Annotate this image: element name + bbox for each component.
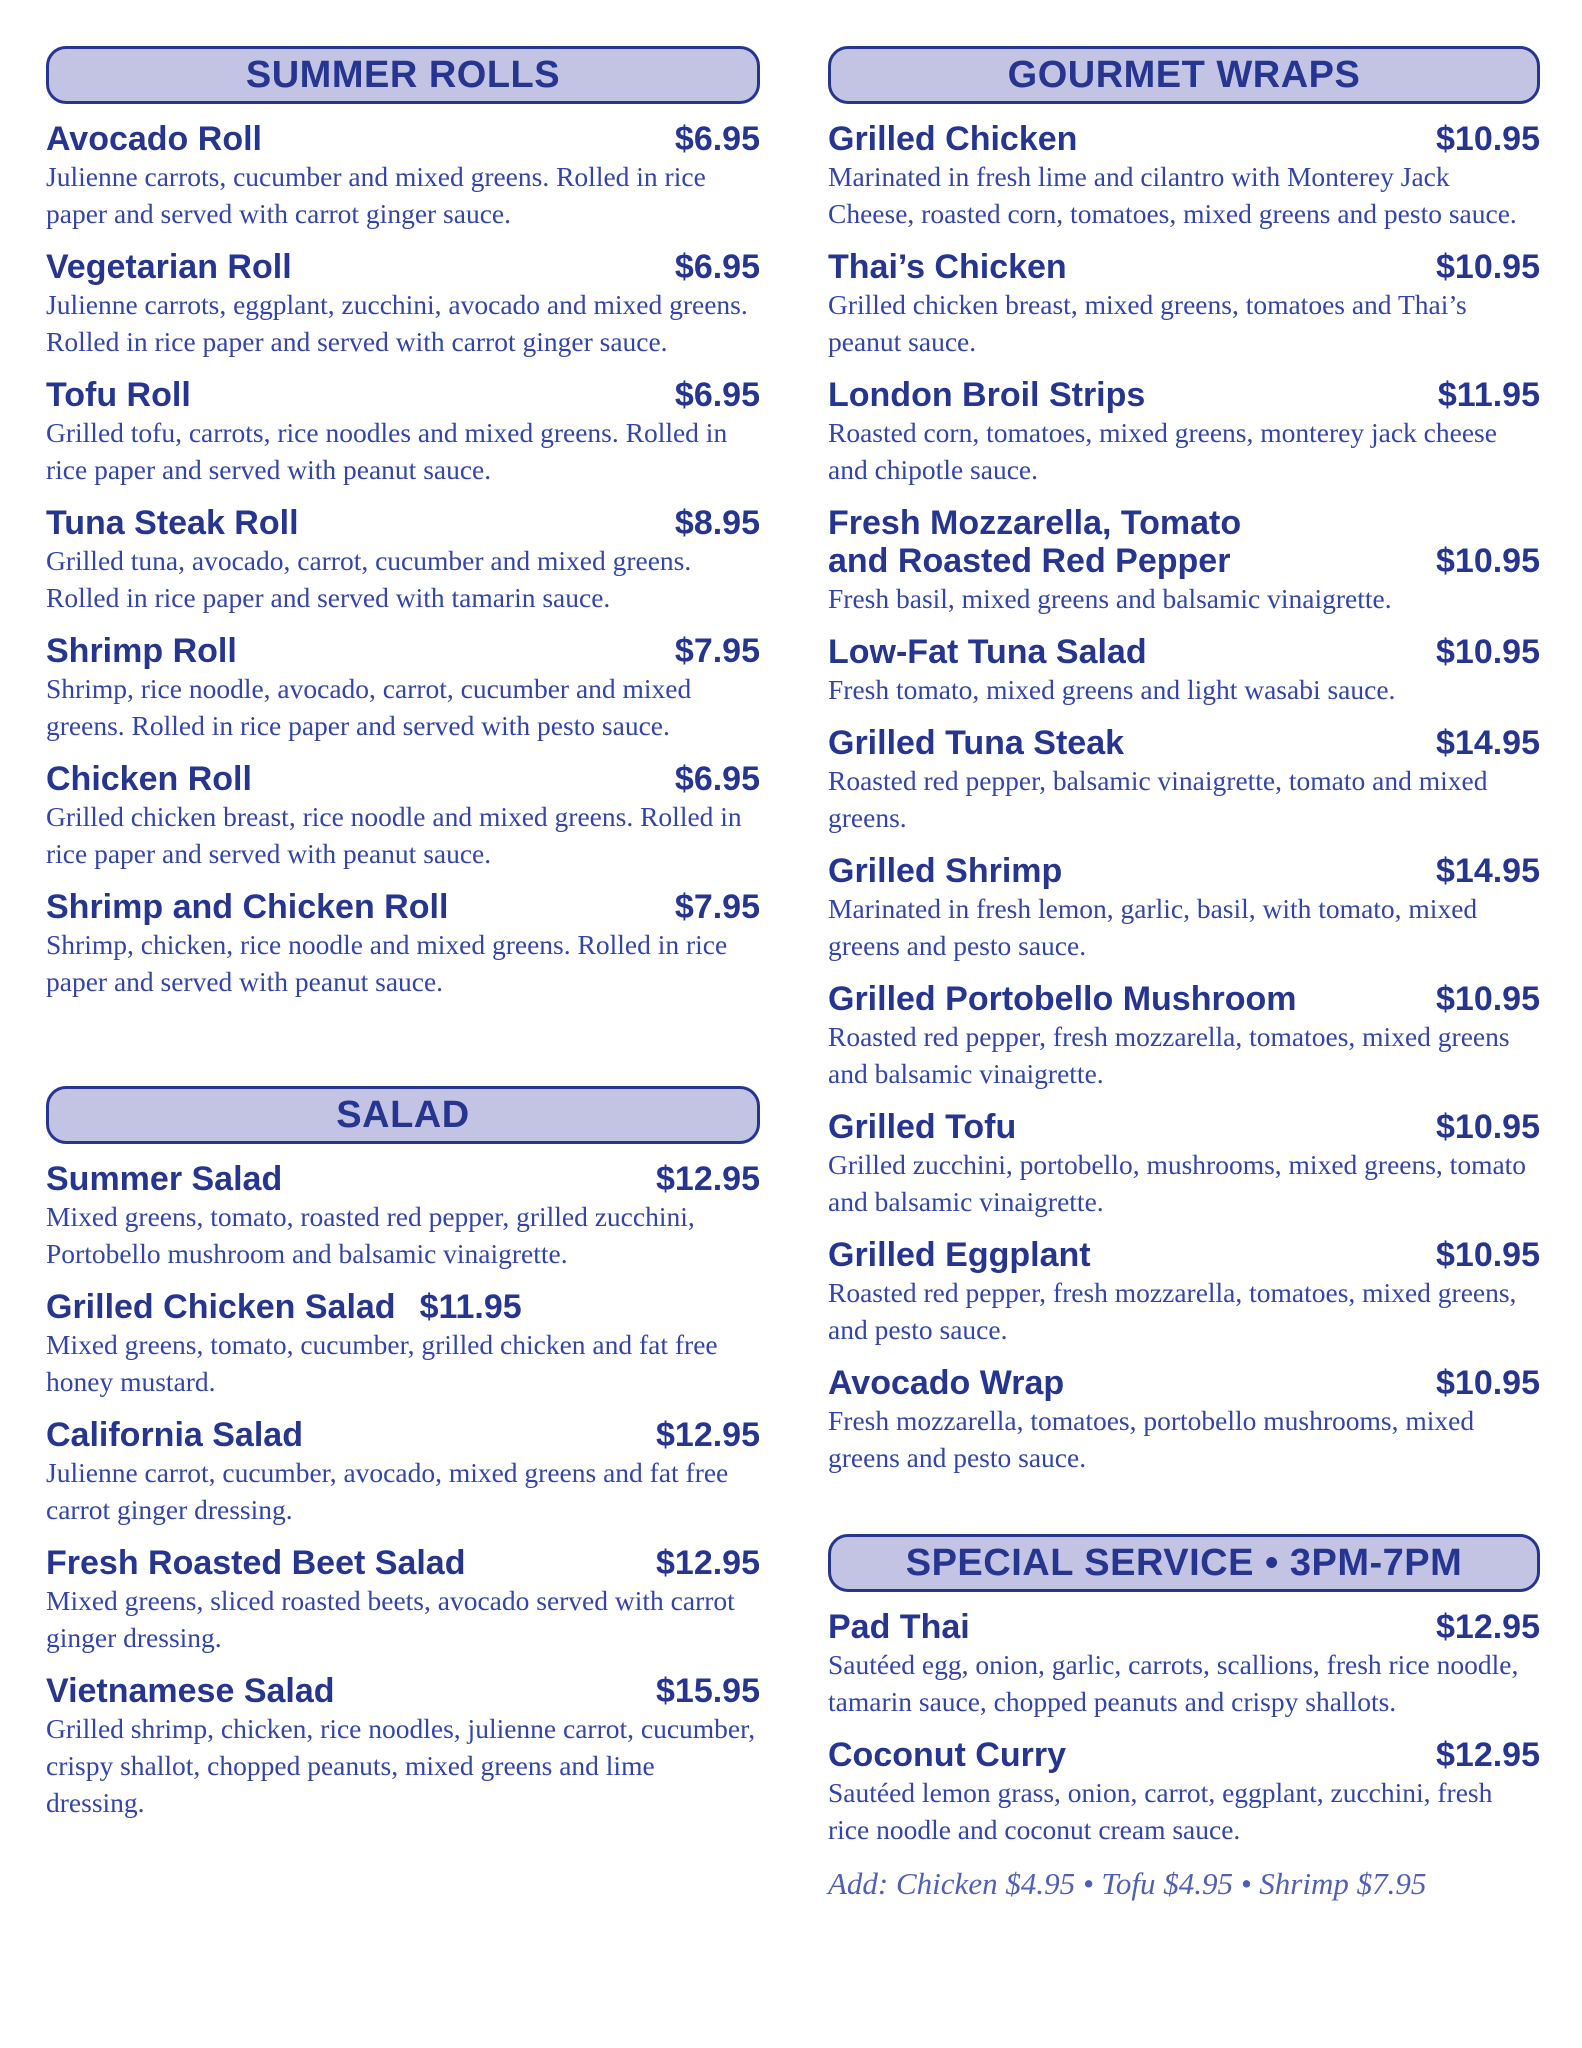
item-description: Sautéed lemon grass, onion, carrot, eggplant, zucchini, fresh rice noodle and coconut cream sauce.: [828, 1777, 1493, 1845]
item-heading: [46, 1288, 760, 1326]
menu-item: [46, 760, 760, 872]
menu-item: [828, 1236, 1540, 1348]
item-heading: [46, 1672, 760, 1710]
item-name: Vegetarian Roll: [46, 248, 292, 286]
item-name: London Broil Strips: [828, 376, 1146, 414]
item-price: $10.95: [1436, 980, 1540, 1018]
item-price: $7.95: [674, 632, 760, 670]
section-header-gourmet-wraps: GOURMET WRAPS: [828, 46, 1540, 104]
item-heading: [828, 376, 1540, 414]
item-name: Grilled Chicken Salad: [46, 1288, 396, 1326]
menu-item: [46, 1416, 760, 1528]
item-description: Roasted red pepper, fresh mozzarella, tomatoes, mixed greens, and pesto sauce.: [828, 1277, 1517, 1345]
item-name: Grilled Chicken: [828, 120, 1078, 158]
item-description: Shrimp, rice noodle, avocado, carrot, cucumber and mixed greens. Rolled in rice paper and served with pesto sauce.: [46, 673, 692, 741]
item-price: $12.95: [1436, 1608, 1540, 1646]
item-name: Chicken Roll: [46, 760, 252, 798]
item-description: Grilled tofu, carrots, rice noodles and mixed greens. Rolled in rice paper and served with peanut sauce.: [46, 417, 728, 485]
item-description: Grilled shrimp, chicken, rice noodles, julienne carrot, cucumber, crispy shallot, chopped peanuts, mixed greens and lime dressing.: [46, 1713, 756, 1818]
item-name: Vietnamese Salad: [46, 1672, 335, 1710]
item-name: Thai’s Chicken: [828, 248, 1067, 286]
item-name: Grilled Tuna Steak: [828, 724, 1125, 762]
item-heading: [46, 504, 760, 542]
item-heading: [46, 760, 760, 798]
right-column: [828, 46, 1540, 1904]
item-price: $12.95: [656, 1160, 760, 1198]
item-heading: [46, 248, 760, 286]
item-price: $11.95: [1437, 376, 1540, 414]
menu-item: [46, 632, 760, 744]
item-heading: [828, 1108, 1540, 1146]
item-heading: [46, 120, 760, 158]
item-name: Fresh Mozzarella, Tomato and Roasted Red Pepper: [828, 504, 1242, 580]
item-price: $11.95: [419, 1288, 522, 1326]
item-name: Pad Thai: [828, 1608, 970, 1646]
menu-item: [828, 1736, 1540, 1848]
item-price: $10.95: [1436, 120, 1540, 158]
item-heading: [828, 120, 1540, 158]
item-description: Grilled zucchini, portobello, mushrooms, mixed greens, tomato and balsamic vinaigrette.: [828, 1149, 1527, 1217]
item-price: $6.95: [674, 120, 760, 158]
item-description: Fresh basil, mixed greens and balsamic vinaigrette.: [828, 583, 1392, 614]
item-heading: [828, 980, 1540, 1018]
item-price: $12.95: [1436, 1736, 1540, 1774]
menu-item: [828, 1364, 1540, 1476]
menu-item: [828, 1108, 1540, 1220]
item-name: Grilled Tofu: [828, 1108, 1017, 1146]
menu-item: [828, 1608, 1540, 1720]
item-name: Grilled Portobello Mushroom: [828, 980, 1297, 1018]
item-heading: [828, 852, 1540, 890]
item-heading: [828, 1736, 1540, 1774]
item-heading: [828, 724, 1540, 762]
item-name: Summer Salad: [46, 1160, 283, 1198]
section-header-special-service: SPECIAL SERVICE • 3PM-7PM: [828, 1534, 1540, 1592]
item-description: Grilled tuna, avocado, carrot, cucumber and mixed greens. Rolled in rice paper and served with tamarin sauce.: [46, 545, 692, 613]
item-price: $12.95: [656, 1544, 760, 1582]
item-price: $14.95: [1436, 852, 1540, 890]
item-heading: [46, 888, 760, 926]
item-name: Fresh Roasted Beet Salad: [46, 1544, 466, 1582]
menu-item: [46, 120, 760, 232]
item-name: Avocado Roll: [46, 120, 262, 158]
item-name: Shrimp and Chicken Roll: [46, 888, 449, 926]
menu-item: [828, 120, 1540, 232]
item-heading: [46, 1160, 760, 1198]
item-price: $6.95: [674, 760, 760, 798]
item-heading: [46, 1544, 760, 1582]
item-name: Tuna Steak Roll: [46, 504, 299, 542]
item-description: Shrimp, chicken, rice noodle and mixed greens. Rolled in rice paper and served with peanut sauce.: [46, 929, 728, 997]
item-name: Tofu Roll: [46, 376, 191, 414]
menu-item: [46, 1160, 760, 1272]
item-price: $10.95: [1436, 633, 1540, 671]
item-name: Shrimp Roll: [46, 632, 237, 670]
menu-item: [828, 248, 1540, 360]
item-description: Mixed greens, tomato, cucumber, grilled chicken and fat free honey mustard.: [46, 1329, 718, 1397]
left-column: [46, 46, 760, 1837]
item-description: Julienne carrot, cucumber, avocado, mixed greens and fat free carrot ginger dressing.: [46, 1457, 729, 1525]
item-name: Coconut Curry: [828, 1736, 1066, 1774]
item-heading: [46, 632, 760, 670]
item-price: $7.95: [674, 888, 760, 926]
item-price: $10.95: [1436, 1364, 1540, 1402]
item-heading: [46, 376, 760, 414]
item-name: Grilled Shrimp: [828, 852, 1063, 890]
menu-item: [46, 376, 760, 488]
menu-item: [46, 888, 760, 1000]
item-price: $6.95: [674, 376, 760, 414]
item-description: Mixed greens, sliced roasted beets, avocado served with carrot ginger dressing.: [46, 1585, 735, 1653]
item-heading: [828, 248, 1540, 286]
item-heading: [46, 1416, 760, 1454]
item-price: $10.95: [1436, 248, 1540, 286]
menu-item: [46, 1544, 760, 1656]
item-heading: [828, 633, 1540, 671]
menu-item: [828, 504, 1540, 617]
menu-item: [828, 980, 1540, 1092]
section-header-summer-rolls: SUMMER ROLLS: [46, 46, 760, 104]
item-price: $14.95: [1436, 724, 1540, 762]
item-price: $6.95: [674, 248, 760, 286]
menu-item: [828, 376, 1540, 488]
item-description: Grilled chicken breast, mixed greens, tomatoes and Thai’s peanut sauce.: [828, 289, 1467, 357]
menu-item: [828, 852, 1540, 964]
item-price: $10.95: [1436, 1236, 1540, 1274]
section-header-salad: SALAD: [46, 1086, 760, 1144]
item-description: Roasted corn, tomatoes, mixed greens, monterey jack cheese and chipotle sauce.: [828, 417, 1497, 485]
item-description: Roasted red pepper, balsamic vinaigrette, tomato and mixed greens.: [828, 765, 1488, 833]
item-price: $10.95: [1436, 542, 1540, 580]
item-name: California Salad: [46, 1416, 303, 1454]
item-name: Low-Fat Tuna Salad: [828, 633, 1147, 671]
menu-item: [46, 1672, 760, 1821]
section-spacer: [828, 1492, 1540, 1534]
section-spacer: [46, 1016, 760, 1086]
item-price: $12.95: [656, 1416, 760, 1454]
item-description: Marinated in fresh lemon, garlic, basil, with tomato, mixed greens and pesto sauce.: [828, 893, 1478, 961]
add-on-note: Add: Chicken $4.95 • Tofu $4.95 • Shrimp $7.95: [828, 1866, 1427, 1901]
item-heading: [828, 504, 1540, 580]
item-description: Marinated in fresh lime and cilantro with Monterey Jack Cheese, roasted corn, tomatoes, mixed greens and pesto sauce.: [828, 161, 1517, 229]
menu-item: [828, 724, 1540, 836]
item-description: Mixed greens, tomato, roasted red pepper, grilled zucchini, Portobello mushroom and balsamic vinaigrette.: [46, 1201, 695, 1269]
menu-item: [828, 633, 1540, 708]
item-description: Julienne carrots, cucumber and mixed greens. Rolled in rice paper and served with carrot ginger sauce.: [46, 161, 706, 229]
item-price: $10.95: [1436, 1108, 1540, 1146]
menu-item: [46, 504, 760, 616]
item-description: Roasted red pepper, fresh mozzarella, tomatoes, mixed greens and balsamic vinaigrette.: [828, 1021, 1510, 1089]
menu-item: [46, 248, 760, 360]
item-heading: [828, 1364, 1540, 1402]
item-name: Grilled Eggplant: [828, 1236, 1091, 1274]
item-heading: [828, 1236, 1540, 1274]
item-description: Sautéed egg, onion, garlic, carrots, scallions, fresh rice noodle, tamarin sauce, chopped peanuts and crispy shallots.: [828, 1649, 1519, 1717]
menu-item: [46, 1288, 760, 1400]
item-description: Grilled chicken breast, rice noodle and mixed greens. Rolled in rice paper and served with peanut sauce.: [46, 801, 742, 869]
item-description: Fresh tomato, mixed greens and light wasabi sauce.: [828, 674, 1396, 705]
item-name: Avocado Wrap: [828, 1364, 1065, 1402]
item-description: Julienne carrots, eggplant, zucchini, avocado and mixed greens. Rolled in rice paper and served with carrot ginger sauce.: [46, 289, 748, 357]
item-description: Fresh mozzarella, tomatoes, portobello mushrooms, mixed greens and pesto sauce.: [828, 1405, 1475, 1473]
item-price: $8.95: [674, 504, 760, 542]
item-heading: [828, 1608, 1540, 1646]
item-price: $15.95: [656, 1672, 760, 1710]
